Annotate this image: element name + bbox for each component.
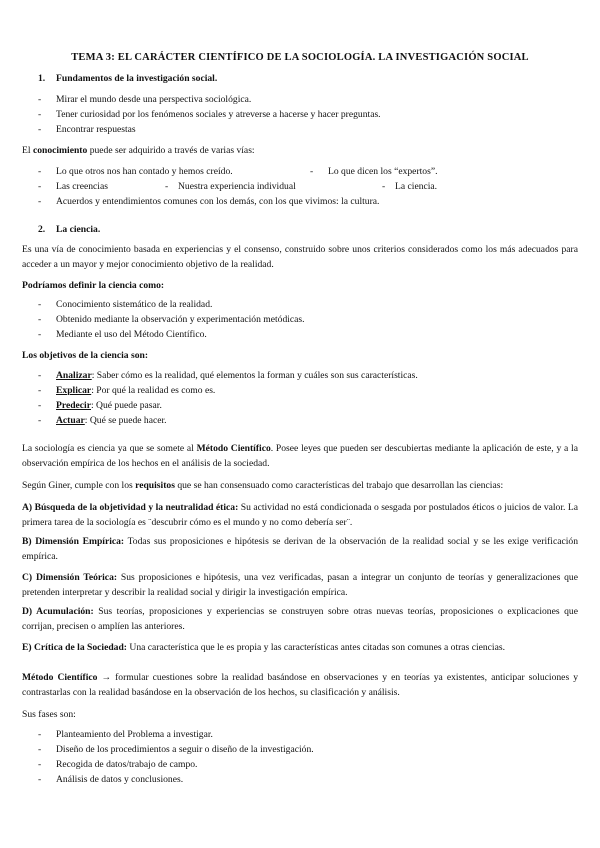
requisito-d: D) Acumulación: Sus teorías, proposiciones y experiencias se construyen sobre otras nuevas teorías, proposiciones o explicaciones que corrijan, precisen o amplíen las anteriores. <box>22 606 578 632</box>
define-heading: Podríamos definir la ciencia como: <box>22 280 165 291</box>
sociologia-paragraph: La sociología es ciencia ya que se somete al Método Científico. Posee leyes que pueden ser descubiertas mediante la aplicación de este, y a la observación empírica de los hechos en el análisis de la sociedad. <box>22 443 578 469</box>
metodo-paragraph: Método Científico → formular cuestiones sobre la realidad basándose en observaciones y en teorías ya existentes, anticipar soluciones y contrastarlas con la realidad basándose en la observación de los hechos, su clasificación y análisis. <box>22 672 578 698</box>
objectives-heading: Los objetivos de la ciencia son: <box>22 350 149 361</box>
giner-paragraph: Según Giner, cumple con los requisitos que se han consensuado como características del trabajo que desarrollan las ciencias: <box>22 480 504 491</box>
requisito-a: A) Búsqueda de la objetividad y la neutralidad ética: Su actividad no está condicionada o sesgada por postulados éticos o juicios de valor. La primera tarea de la sociología es ¨descubrir cómo es el mundo y no como debería ser¨. <box>22 502 578 528</box>
requisito-b: B) Dimensión Empírica: Todas sus proposiciones e hipótesis se derivan de la observación de la realidad social y se les exige verificación empírica. <box>22 536 579 562</box>
section-title: La ciencia. <box>56 224 101 235</box>
requisito-e: E) Crítica de la Sociedad: Una característica que le es propia y las características antes citadas son comunes a otras ciencias. <box>22 642 505 653</box>
fases-heading: Sus fases son: <box>22 709 76 720</box>
section-title: Fundamentos de la investigación social. <box>56 73 218 84</box>
requisito-c: C) Dimensión Teórica: Sus proposiciones e hipótesis, una vez verificadas, pasan a integrar un conjunto de teorías y generalizaciones que pretenden interpretar y describir la realidad social y dirigir la investigación empírica. <box>22 572 578 598</box>
document-title: TEMA 3: EL CARÁCTER CIENTÍFICO DE LA SOCIOLOGÍA. LA INVESTIGACIÓN SOCIAL <box>71 52 529 63</box>
conocimiento-intro: El conocimiento puede ser adquirido a través de varias vías: <box>22 145 255 156</box>
ciencia-intro: Es una vía de conocimiento basada en experiencias y el consenso, construido sobre unos criterios considerados como los más adecuados para acceder a un mayor y mejor conocimiento objetivo de la realidad. <box>22 244 578 270</box>
section-number: 2. <box>38 224 46 235</box>
document-page: TEMA 3: EL CARÁCTER CIENTÍFICO DE LA SOCIOLOGÍA. LA INVESTIGACIÓN SOCIAL 1. Fundamentos de la investigación social. - Mirar el mundo desde una perspectiva sociológica. - Tener curiosidad por los fenómenos sociales y atreverse a hacerse y hacer preguntas. - Encontrar respuestas El conocimiento puede ser adquirido a través de varias vías: - Lo que otros nos han contado y hemos creído. - Lo que dicen los “expertos”. - Las creencias - Nuestra experiencia individual - La ciencia. - Acuerdos y entendimientos comunes con los demás, con los que vivimos: la cultura. 2. La ciencia. Es una vía de conocimiento basada en experiencias y el consenso, construido sobre unos criterios considerados como los más adecuados para acceder a un mayor y mejor conocimiento objetivo de la realidad. Podríamos definir la ciencia como: - Conocimiento sistemático de la realidad. - Obtenido mediante la observación y experimentación metódicas. - Mediante el uso del Método Científico. Los objetivos de la ciencia son: - Analizar: Saber cómo es la realidad, qué elementos la forman y cuáles son sus características. - Explicar: Por qué la realidad es como es. - Predecir: Qué puede pasar. - Actuar: Qué se puede hacer. La sociología es ciencia ya que se somete al Método Científico. Posee leyes que pueden ser descubiertas mediante la aplicación de este, y a la observación empírica de los hechos en el análisis de la sociedad. Según Giner, cumple con los requisitos que se han consensuado como características del trabajo que desarrollan las ciencias: A) Búsqueda de la objetividad y la neutralidad ética: Su actividad no está condicionada o sesgada por postulados éticos o juicios de valor. La primera tarea de la sociología es ¨descubrir cómo es el mundo y no como debería ser¨. B) Dimensión Empírica: Todas sus proposiciones e hipótesis se derivan de la observación de la realidad social y se les exige verificación empírica. C) Dimensión Teórica: Sus proposiciones e hipótesis, una vez verificadas, pasan a integrar un conjunto de teorías y generalizaciones que pretenden interpretar y describir la realidad social y dirigir la investigación empírica. D) Acumulación: Sus teorías, proposiciones y experiencias se construyen sobre otras nuevas teorías, proposiciones o explicaciones que corrijan, precisen o amplíen las anteriores. E) Crítica de la Sociedad: Una característica que le es propia y las características antes citadas son comunes a otras ciencias. Método Científico → formular cuestiones sobre la realidad basándose en observaciones y en teorías ya existentes, anticipar soluciones y contrastarlas con la realidad basándose en la observación de los hechos, su clasificación y análisis. Sus fases son: - Planteamiento del Problema a investigar. - Diseño de los procedimientos a seguir o diseño de la investigación. - Recogida de datos/trabajo de campo. - Análisis de datos y conclusiones. <box>0 0 600 848</box>
section-number: 1. <box>38 73 46 84</box>
